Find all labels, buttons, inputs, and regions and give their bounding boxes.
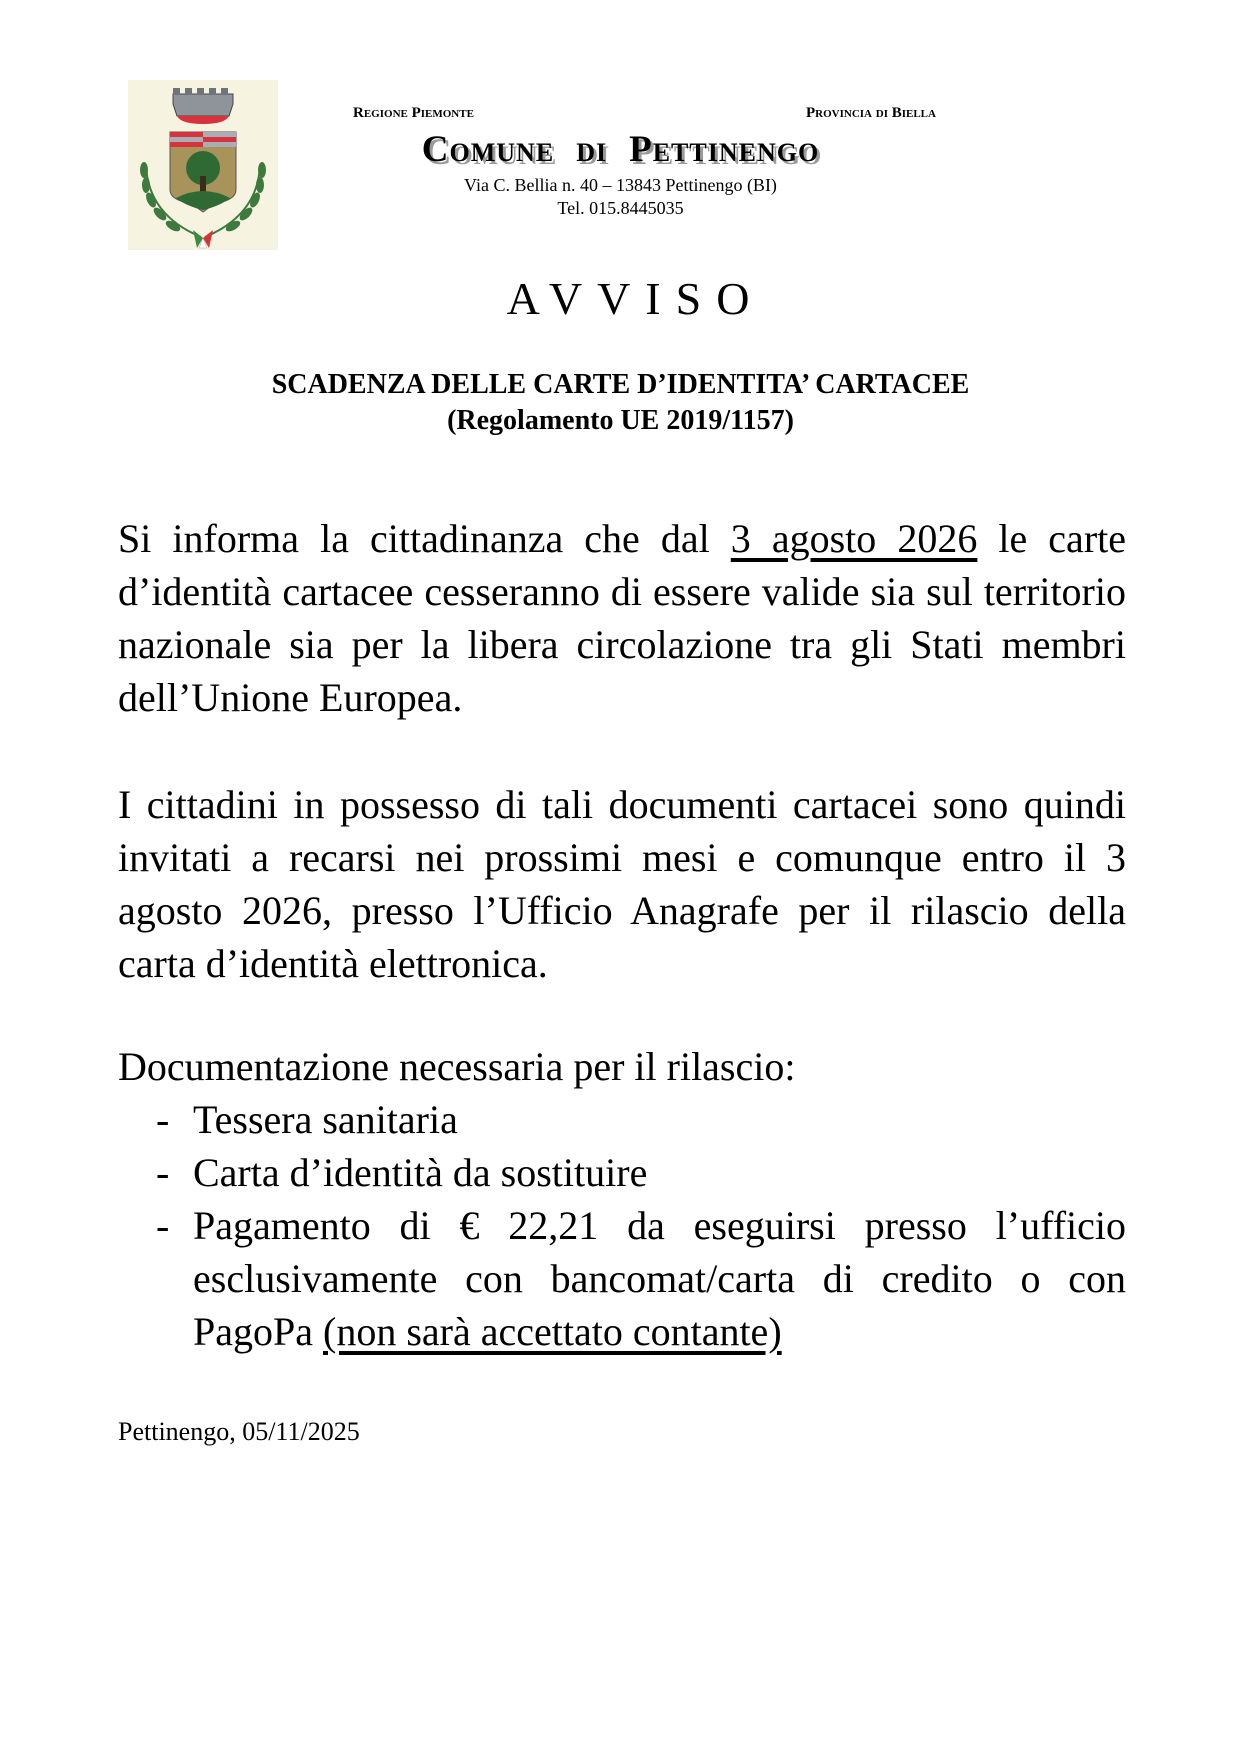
- list-item-text: Tessera sanitaria: [193, 1097, 458, 1142]
- expiry-date: 3 agosto 2026: [730, 516, 978, 561]
- paragraph-expiry-info: [118, 512, 1126, 724]
- cash-not-accepted-note: (non sarà accettato contante): [323, 1309, 782, 1354]
- paragraph-text: le carte d’identità cartacee cesseranno di essere valide sia sul territorio nazionale sia per la libera circolazione tra gli Stati membri dell’Unione Europea.: [118, 516, 1126, 720]
- subtitle-line: SCADENZA DELLE CARTE D’IDENTITA’ CARTACEE: [271, 369, 970, 400]
- documentation-list: [118, 1093, 1126, 1358]
- comune-word: Comune: [421, 129, 555, 170]
- province-label: Provincia di Biella: [806, 105, 936, 121]
- address: Via C. Bellia n. 40 – 13843 Pettinengo (BI): [464, 175, 777, 195]
- list-item: [118, 1093, 1126, 1146]
- phone-number: Tel. 015.8445035: [557, 198, 684, 218]
- list-item-text: Pagamento di € 22,21 da eseguirsi presso l’ufficio esclusivamente con bancomat/carta di credito o con PagoPa: [193, 1203, 1126, 1354]
- town-word: Pettinengo: [629, 129, 820, 170]
- paragraph-text: Si informa la cittadinanza che dal: [118, 516, 731, 561]
- paragraph-invitation: I cittadini in possesso di tali documenti cartacei sono quindi invitati a recarsi nei prossimi mesi e comunque entro il 3 agosto 2026, presso l’Ufficio Anagrafe per il rilascio della carta d’identità elettronica.: [118, 782, 1126, 986]
- tricolor-ribbon-icon: [193, 230, 213, 248]
- di-word: di: [576, 129, 608, 170]
- list-item: [118, 1146, 1126, 1199]
- list-item: [118, 1199, 1126, 1358]
- dash-bullet: -: [156, 1203, 170, 1248]
- regulation-reference: (Regolamento UE 2019/1157): [447, 405, 794, 436]
- documentation-heading: Documentazione necessaria per il rilascio:: [118, 1044, 796, 1089]
- list-item-text: Carta d’identità da sostituire: [193, 1150, 648, 1195]
- municipality-title: [0, 128, 1241, 171]
- dash-bullet: -: [156, 1097, 170, 1142]
- region-label: Regione Piemonte: [353, 105, 474, 121]
- notice-title: AVVISO: [506, 273, 765, 324]
- mural-crown-icon: [173, 88, 233, 124]
- dash-bullet: -: [156, 1150, 170, 1195]
- notice-subtitle: [0, 367, 1241, 439]
- place-and-date: Pettinengo, 05/11/2025: [118, 1417, 360, 1446]
- documentation-section: [118, 1040, 1126, 1358]
